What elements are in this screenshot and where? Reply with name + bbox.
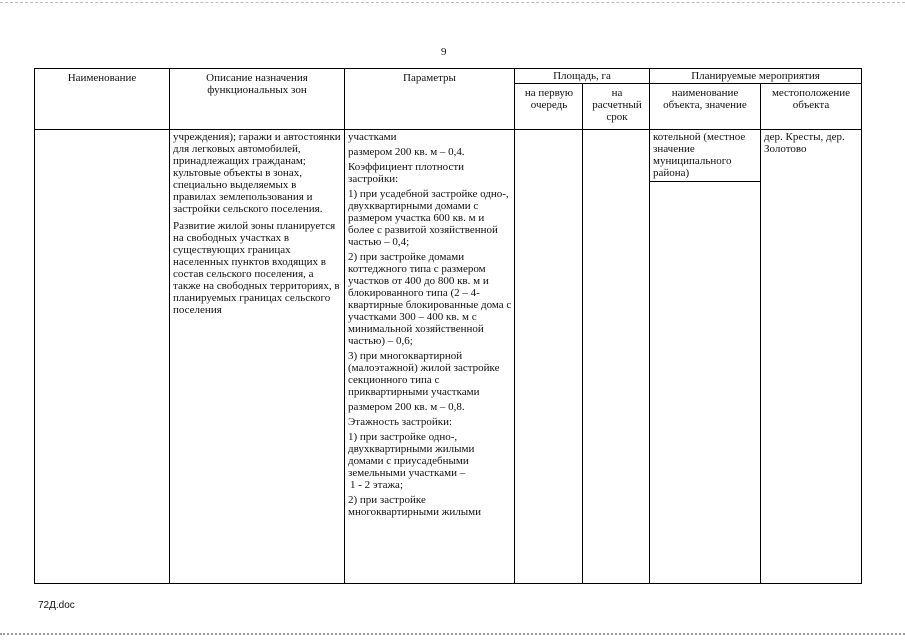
parameter-line: 3) при многоквартирной (малоэтажной) жилой застройке секционного типа с приквартирными участками [348, 350, 500, 398]
scan-border-top [0, 2, 905, 4]
planned-object-cell-bottom [649, 181, 760, 182]
parameter-line: 1 - 2 этажа; [350, 479, 403, 491]
page-number: 9 [441, 46, 447, 58]
description-paragraph: учреждения); гаражи и автостоянки для легковых автомобилей, принадлежащих гражданам; культовые объекты в зонах, специально выделяемых в правилах землепользования и застройки сельского поселения. [173, 131, 341, 215]
parameter-line: 1) при застройке одно-, двухквартирными жилыми домами с приусадебными земельными участками – [348, 431, 475, 479]
parameter-line: размером 200 кв. м – 0,4. [348, 146, 465, 158]
header-description: Описание назначения функциональных зон [206, 72, 308, 96]
cell-parameters [348, 131, 512, 521]
header-bottom-rule [34, 129, 862, 130]
parameter-line: Коэффициент плотности застройки: [348, 161, 465, 185]
header-area-first: на первую очередь [524, 87, 574, 111]
parameter-line: 2) при застройке многоквартирными жилыми [348, 494, 481, 518]
header-parameters: Параметры [403, 72, 456, 84]
data-table [34, 68, 862, 584]
parameter-line: 1) при усадебной застройке одно-, двухквартирными домами с размером участка 600 кв. м и более с развитой хозяйственной частью – 0,4; [348, 188, 509, 248]
subheader-rule [514, 83, 862, 84]
header-area: Площадь, га [553, 70, 611, 82]
parameter-line: участками [348, 131, 397, 143]
parameter-line: размером 200 кв. м – 0,8. [348, 401, 465, 413]
table-border-bottom [34, 583, 862, 584]
cell-planned-location: дер. Кресты, дер. Золотово [764, 131, 845, 155]
cell-description [173, 131, 341, 321]
column-divider [514, 68, 515, 584]
header-planned-object: наименование объекта, значение [663, 87, 747, 111]
document-filename: 72Д.doc [38, 600, 75, 611]
table-border-right [861, 68, 862, 584]
header-planned-location: местоположение объекта [771, 87, 851, 111]
table-border-top [34, 68, 862, 69]
table-border-left [34, 68, 35, 584]
column-divider [760, 83, 761, 584]
header-area-estimated: на расчетный срок [592, 87, 642, 123]
parameter-line: Этажность застройки: [348, 416, 453, 428]
column-divider [169, 68, 170, 584]
parameter-line: 2) при застройке домами коттеджного типа с размером участков от 400 до 800 кв. м и блокированного типа (2 – 4-квартирные блокированные дома с участками 300 – 400 кв. м с минимальной хозяйственной частью) – 0,6; [348, 251, 512, 347]
description-paragraph: Развитие жилой зоны планируется на свободных участках в существующих границах населенных пунктов входящих в состав сельского поселения, а также на свободных территориях, в планируемых границах сельского поселения [173, 220, 340, 316]
column-divider [649, 68, 650, 584]
cell-planned-object: котельной (местное значение муниципального района) [653, 131, 746, 179]
scan-border-bottom [0, 633, 905, 638]
header-planned: Планируемые мероприятия [691, 70, 820, 82]
column-divider [344, 68, 345, 584]
column-divider [582, 83, 583, 584]
header-name: Наименование [67, 72, 137, 84]
